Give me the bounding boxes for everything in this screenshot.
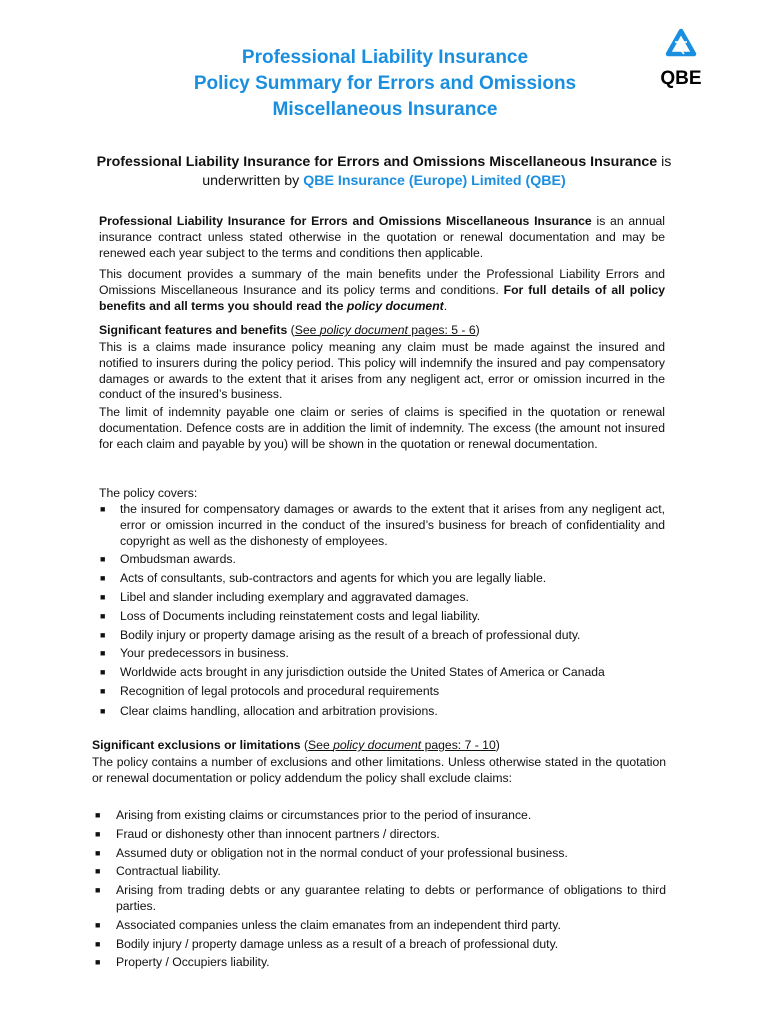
exclusions-heading [92,738,666,754]
bullet-icon: ■ [95,866,101,877]
bullet-icon: ■ [100,648,106,659]
exclusion-text: Assumed duty or obligation not in the normal conduct of your professional business. [116,845,568,860]
features-ref-doc: policy document [319,323,408,337]
intro-p1-text: is an annual insurance contract unless stated otherwise in the quotation or renewal documentation and may be renewed each year subject to the terms and conditions then applicable. [99,214,665,260]
list-item [97,502,665,549]
title-line-2: Policy Summary for Errors and Omissions [193,73,577,94]
exclusion-text: Property / Occupiers liability. [116,955,270,970]
cover-text: Acts of consultants, sub-contractors and agents for which you are legally liable. [120,571,547,586]
bullet-icon: ■ [95,957,101,968]
intro-paragraph-2 [99,267,665,314]
exclusions-ref-pages: pages: 7 - 10 [421,738,496,752]
bullet-icon: ■ [95,885,101,896]
list-item [92,883,666,915]
cover-text: Clear claims handling, allocation and arbitration provisions. [120,703,438,718]
features-paragraph-2: The limit of indemnity payable one claim or series of claims is specified in the quotation or renewal documentation. Defence costs are in addition the limit of indemnity. The excess (the amount not insured for each claim and payable by you) will be shown in the quotation or renewal documentation. [99,405,665,451]
underwriter-statement [92,153,676,191]
features-ref-see: See [294,323,320,337]
exclusions-policy-ref-link[interactable] [308,738,496,752]
list-item [97,665,665,681]
product-name: Professional Liability Insurance for Errors and Omissions Miscellaneous Insurance [96,154,658,170]
features-title: Significant features and benefits [99,323,288,337]
exclusion-text: Bodily injury / property damage unless as a result of a breach of professional duty. [116,936,559,951]
list-item [97,571,665,587]
qbe-logo [651,28,711,90]
exclusion-text: Arising from trading debts or any guarantee relating to debts or performance of obligations to third parties. [116,883,666,913]
logo-wordmark: QBE [660,68,702,89]
intro-p2-text: This document provides a summary of the main benefits under the Professional Liability Errors and Omissions Miscellaneous Insurance and its policy terms and conditions. [99,267,665,297]
features-ref-open: ( [287,323,295,337]
exclusions-ref-close: ) [495,738,500,752]
exclusion-text: Contractual liability. [116,864,221,879]
exclusion-text: Fraud or dishonesty other than innocent partners / directors. [116,826,440,841]
list-item [92,864,666,880]
exclusions-paragraph: The policy contains a number of exclusions and other limitations. Unless otherwise stated in the quotation or renewal documentation or policy addendum the policy shall exclude claims: [92,755,666,785]
cover-text: the insured for compensatory damages or awards to the extent that it arises from any negligent act, error or omission incurred in the conduct of the insured’s business for breach of confidentiality and copyright as well as the dishonesty of employees. [120,502,665,548]
list-item [97,628,665,644]
exclusions-ref-open: ( [300,738,309,752]
bullet-icon: ■ [100,685,106,696]
cover-text: Your predecessors in business. [120,646,289,661]
features-ref-close: ) [475,323,480,337]
bullet-icon: ■ [95,919,101,930]
list-item [92,827,666,843]
list-item [92,955,666,971]
exclusions-list [92,808,666,971]
bullet-icon: ■ [100,504,106,514]
covers-list [97,502,665,720]
list-item [97,646,665,662]
bullet-icon: ■ [95,828,101,839]
document-title [80,45,690,123]
bullet-icon: ■ [100,554,106,565]
list-item [92,846,666,862]
title-line-3: Miscellaneous Insurance [272,99,498,120]
list-item [97,609,665,625]
cover-text: Ombudsman awards. [120,552,236,567]
list-item [92,918,666,934]
cover-text: Loss of Documents including reinstatement costs and legal liability. [120,608,481,623]
bullet-icon: ■ [95,810,101,820]
bullet-icon: ■ [100,591,106,602]
exclusion-text: Arising from existing claims or circumstances prior to the period of insurance. [116,808,532,822]
exclusions-ref-see: See [308,738,334,752]
intro-paragraph-1 [99,214,665,261]
title-line-1: Professional Liability Insurance [241,47,529,68]
features-ref-pages: pages: 5 - 6 [407,323,476,337]
list-item [97,552,665,568]
bullet-icon: ■ [100,573,106,584]
list-item [92,937,666,953]
bullet-icon: ■ [100,629,106,640]
cover-text: Recognition of legal protocols and procedural requirements [120,683,440,698]
insurer-name: QBE Insurance (Europe) Limited (QBE) [303,173,566,189]
intro-policy-document: policy document [346,298,444,313]
list-item [97,684,665,700]
list-item [92,808,666,824]
exclusions-title: Significant exclusions or limitations [92,738,301,752]
cover-text: Bodily injury or property damage arising as the result of a breach of professional duty. [120,627,581,642]
features-paragraph-1: This is a claims made insurance policy meaning any claim must be made against the insured and notified to insurers during the policy period. This policy will indemnify the insured and pay compensatory damages or awards to the extent that it arises from any negligent act, error or omission incurred in the conduct of the insured’s business. [99,340,665,402]
intro-p2-bold: For full details of all policy benefits and all terms you should read the [99,282,666,313]
underwritten-by: is underwritten by [202,154,672,189]
bullet-icon: ■ [100,705,106,716]
exclusions-ref-doc: policy document [333,738,422,752]
intro-p2-end: . [443,298,448,313]
qbe-emblem-icon [664,28,698,62]
features-policy-ref-link[interactable] [295,323,476,337]
exclusion-text: Associated companies unless the claim emanates from an independent third party. [116,917,561,932]
bullet-icon: ■ [95,847,101,858]
intro-product-name: Professional Liability Insurance for Errors and Omissions Miscellaneous Insurance [99,214,592,228]
cover-text: Worldwide acts brought in any jurisdiction outside the United States of America or Canada [120,665,605,680]
bullet-icon: ■ [95,938,101,949]
features-heading [99,323,665,339]
list-item [97,704,665,720]
bullet-icon: ■ [100,667,106,678]
covers-intro: The policy covers: [99,486,198,500]
cover-text: Libel and slander including exemplary and aggravated damages. [120,589,469,604]
bullet-icon: ■ [100,610,106,621]
list-item [97,590,665,606]
